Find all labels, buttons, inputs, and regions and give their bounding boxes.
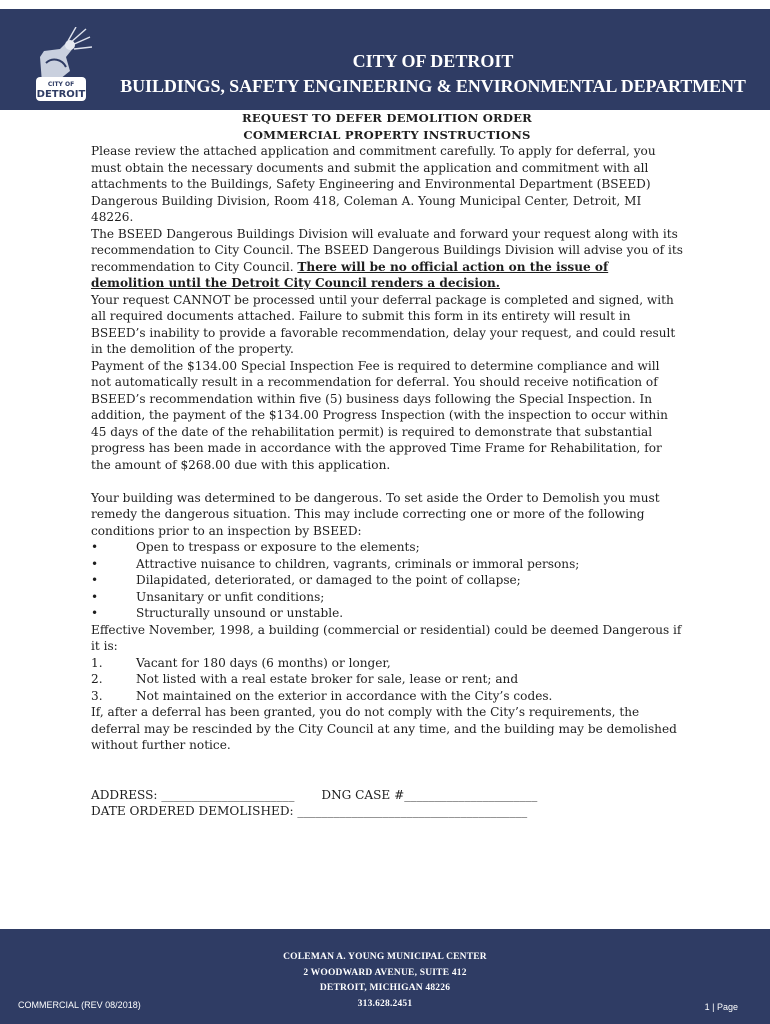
footer-line: COLEMAN A. YOUNG MUNICIPAL CENTER: [283, 952, 487, 962]
list-number: 1.: [91, 655, 103, 670]
list-item-text: Not maintained on the exterior in accordance with the City’s codes.: [136, 688, 553, 703]
list-item: [91, 688, 683, 705]
page-footer: [0, 929, 770, 1024]
bullet-mark: •: [91, 556, 99, 571]
paragraph-criteria: Effective November, 1998, a building (commercial or residential) could be deemed Dangerous if it is:: [91, 622, 682, 653]
logo-text-1: CITY OF: [47, 81, 75, 88]
list-item-text: Dilapidated, deteriorated, or damaged to the point of collapse;: [136, 573, 521, 587]
list-number: 3.: [91, 688, 103, 703]
dng-case-field[interactable]: DNG CASE #______________________: [321, 787, 538, 802]
paragraph-dangerous: Your building was determined to be dangerous. To set aside the Order to Demolish you must remedy the dangerous situation. This may include correcting one or more of the following conditions prior to an inspection by BSEED:: [91, 490, 660, 538]
document-body: [91, 110, 683, 820]
list-item: [91, 605, 683, 622]
list-item-text: Attractive nuisance to children, vagrants, criminals or immoral persons;: [136, 556, 580, 571]
bullet-mark: •: [91, 606, 99, 620]
list-item: [91, 572, 683, 589]
logo-text-2: DETROIT: [36, 89, 86, 100]
paragraph-evaluation-text: The BSEED Dangerous Buildings Division will evaluate and forward your request along with its recommendation to City Council. The BSEED Dangerous Buildings Division will advise you of its recommendation to City Council.: [91, 226, 683, 274]
list-number: 2.: [91, 672, 103, 686]
form-fields: [91, 787, 683, 820]
date-demolished-field[interactable]: DATE ORDERED DEMOLISHED: ______________________________________: [91, 804, 528, 818]
paragraph-evaluation-emphasis: There will be no official action on the issue of demolition until the Detroit City Council renders a decision.: [91, 259, 609, 290]
paragraph-payment: Payment of the $134.00 Special Inspection Fee is required to determine compliance and will not automatically result in a recommendation for deferral. You should receive notification of BSEED’s recommendation within five (5) business days following the Special Inspection. In addition, the payment of the $134.00 Progress Inspection (with the inspection to occur within 45 days of the date of the rehabilitation permit) is required to demonstrate that substantial progress has been made in accordance with the approved Time Frame for Rehabilitation, for the amount of $268.00 due with this application.: [91, 358, 668, 472]
footer-line: 2 WOODWARD AVENUE, SUITE 412: [303, 967, 467, 978]
list-item: [91, 539, 683, 556]
list-item-text: Open to trespass or exposure to the elements;: [136, 540, 420, 554]
paragraph-rescind: If, after a deferral has been granted, you do not comply with the City’s requirements, the deferral may be rescinded by the City Council at any time, and the building may be demolished without further notice.: [91, 705, 677, 752]
bullet-mark: •: [91, 589, 99, 604]
form-revision: COMMERCIAL (REV 08/2018): [18, 1000, 141, 1010]
page-header: [0, 9, 770, 110]
list-item: [91, 655, 683, 672]
list-item: [91, 589, 683, 606]
criteria-list: [91, 655, 683, 705]
bullet-mark: •: [91, 540, 99, 554]
conditions-list: [91, 539, 683, 622]
bullet-mark: •: [91, 573, 99, 587]
list-item: [91, 671, 683, 688]
list-item-text: Unsanitary or unfit conditions;: [136, 589, 325, 604]
address-field[interactable]: ADDRESS: ______________________: [91, 787, 295, 802]
footer-line: DETROIT, MICHIGAN 48226: [319, 983, 451, 993]
form-row-1: [91, 787, 683, 804]
list-item-text: Not listed with a real estate broker for sale, lease or rent; and: [136, 672, 519, 686]
paragraph-processing: Your request CANNOT be processed until your deferral package is completed and signed, with all required documents attached. Failure to submit this form in its entirety will result in BSEED’s inability to provide a favorable recommendation, delay your request, and could result in the demolition of the property.: [91, 292, 676, 356]
doc-title: REQUEST TO DEFER DEMOLITION ORDER: [242, 111, 532, 125]
page-number: 1 | Page: [704, 1002, 738, 1012]
list-item-text: Vacant for 180 days (6 months) or longer,: [136, 655, 391, 670]
city-of-detroit-logo: [30, 27, 92, 103]
list-item: [91, 556, 683, 573]
header-title-line1: CITY OF DETROIT: [352, 51, 514, 71]
list-item-text: Structurally unsound or unstable.: [136, 606, 344, 620]
header-title-line2: BUILDINGS, SAFETY ENGINEERING & ENVIRONMENTAL DEPARTMENT: [120, 76, 746, 96]
footer-phone: 313.628.2451: [357, 998, 413, 1009]
paragraph-instructions: Please review the attached application and commitment carefully. To apply for deferral, you must obtain the necessary documents and submit the application and commitment with all attachments to the Buildings, Safety Engineering and Environmental Department (BSEED) Dangerous Building Division, Room 418, Coleman A. Young Municipal Center, Detroit, MI 48226.: [91, 144, 656, 224]
doc-subtitle: COMMERCIAL PROPERTY INSTRUCTIONS: [243, 127, 531, 142]
paragraph-evaluation: [91, 226, 683, 292]
